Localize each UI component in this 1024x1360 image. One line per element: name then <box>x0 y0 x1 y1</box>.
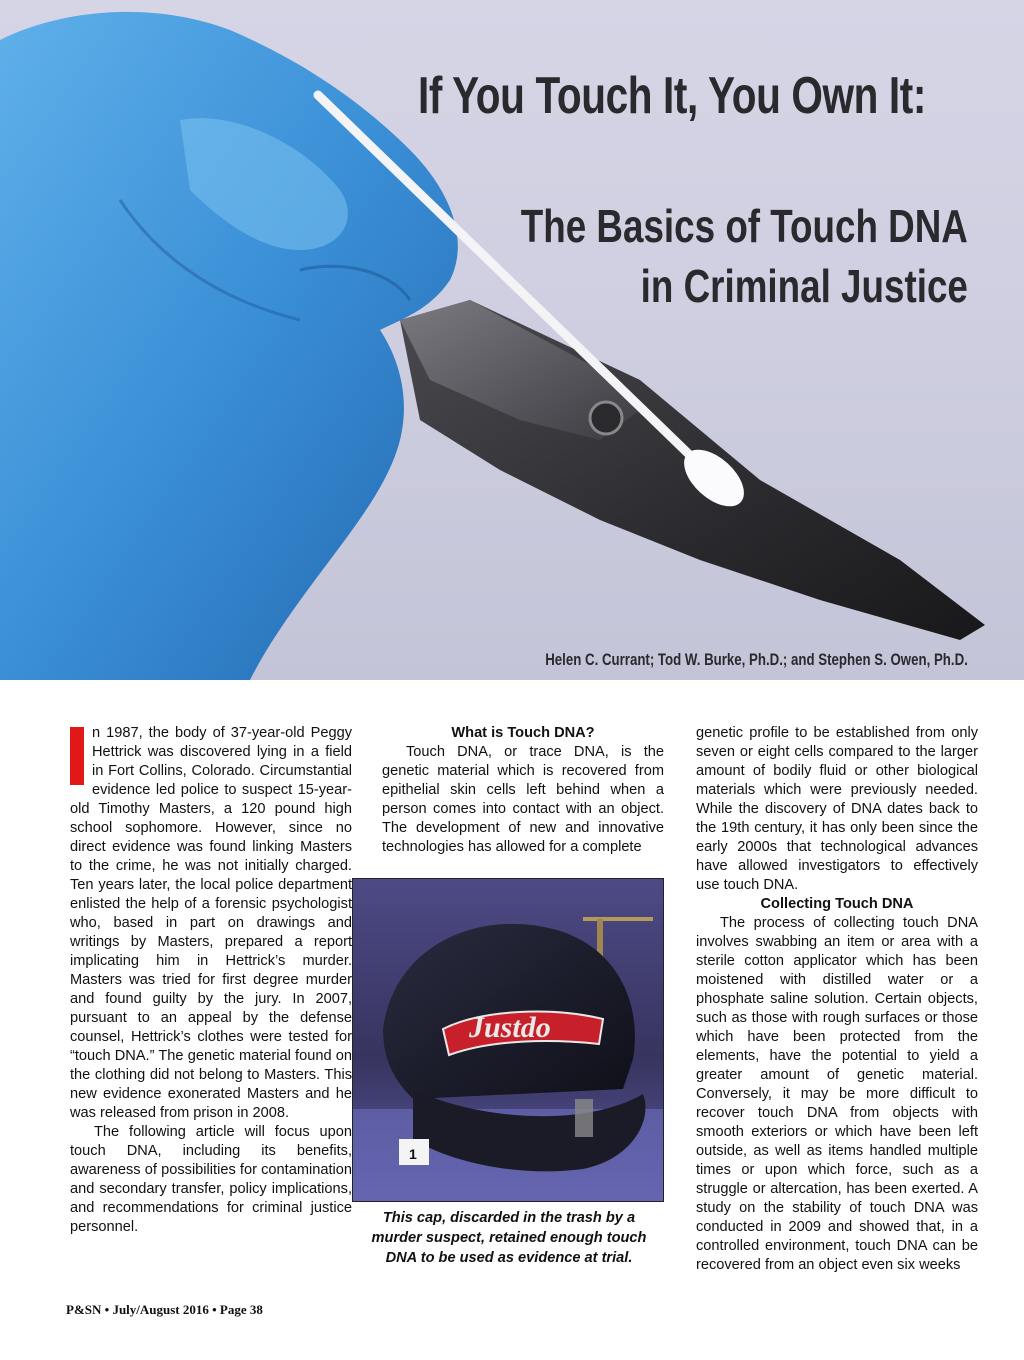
author-byline: Helen C. Currant; Tod W. Burke, Ph.D.; and Stephen S. Owen, Ph.D. <box>545 650 968 669</box>
subtitle-line-2: in Criminal Justice <box>640 260 968 312</box>
evidence-marker-number: 1 <box>409 1146 417 1162</box>
baseball-cap-photo <box>353 879 664 1202</box>
overview-paragraph: The following article will focus upon touch DNA, including its benefits, awareness of possibilities for contamination and secondary transfer, policy implications, and recommendations for criminal justice personnel. <box>70 1124 352 1235</box>
cap-evidence-photo <box>352 878 664 1202</box>
drop-cap-i <box>70 727 84 785</box>
article-subtitle <box>521 196 968 316</box>
section-heading-collecting-touch-dna: Collecting Touch DNA <box>760 896 914 912</box>
photo-caption: This cap, discarded in the trash by a murder suspect, retained enough touch DNA to be used as evidence at trial. <box>371 1210 647 1266</box>
page-footer: P&SN • July/August 2016 • Page 38 <box>66 1302 263 1317</box>
left-column <box>70 724 352 1237</box>
genetic-profile-paragraph: genetic profile to be established from only seven or eight cells compared to the larger amount of bodily fluid or other biological materials which were previously needed. While the discovery of DNA dates back to the 19th century, it has only been since the early 2000s that technological advances have allowed investigators to effectively use touch DNA. <box>696 725 978 893</box>
cap-logo-text: Justdo <box>469 1011 551 1044</box>
subtitle-line-1: The Basics of Touch DNA <box>520 200 968 252</box>
middle-column <box>382 724 664 857</box>
collection-process-paragraph: The process of collecting touch DNA involves swabbing an item or area with a sterile cotton applicator which has been moistened with distilled water or a phosphate saline solution. Certain objects, such as those with rough surfaces or those which have been protected from the elements, have the potential to yield a greater amount of genetic material. Conversely, it may be more difficult to recover touch DNA from objects with smooth exteriors or which have been left outside, as well as items handled multiple times or upon which force, such as a struggle or altercation, has been exerted. A study on the stability of touch DNA was conducted in 2009 and showed that, in a controlled environment, touch DNA can be recovered from an object even six weeks <box>696 915 978 1273</box>
right-column <box>696 724 978 1275</box>
touch-dna-definition-paragraph: Touch DNA, or trace DNA, is the genetic material which is recovered from epithelial skin cells left behind when a person comes into contact with an object. The development of new and innovative technologies has allowed for a complete <box>382 744 664 855</box>
knife-pivot-screw <box>590 402 622 434</box>
article-title: If You Touch It, You Own It: <box>418 67 927 125</box>
intro-paragraph: n 1987, the body of 37-year-old Peggy Hettrick was discovered lying in a field in Fort Collins, Colorado. Circumstantial evidence led police to suspect 15-year-old Timothy Masters, a 120 pound high school sophomore. However, since no direct evidence was found linking Masters to the crime, he was not initially charged. Ten years later, the local police department enlisted the help of a forensic psychologist who, based in part on drawings and writings by Masters, prepared a report implicating him in Hettrick’s murder. Masters was tried for first degree murder and found guilty by the jury. In 2007, pursuant to an appeal by the defense counsel, Hettrick’s clothes were tested for “touch DNA.” The genetic material found on the clothing did not belong to Masters. This new evidence exonerated Masters and he was released from prison in 2008. <box>70 725 352 1121</box>
section-heading-what-is-touch-dna: What is Touch DNA? <box>451 725 595 741</box>
blue-glove <box>0 12 458 680</box>
